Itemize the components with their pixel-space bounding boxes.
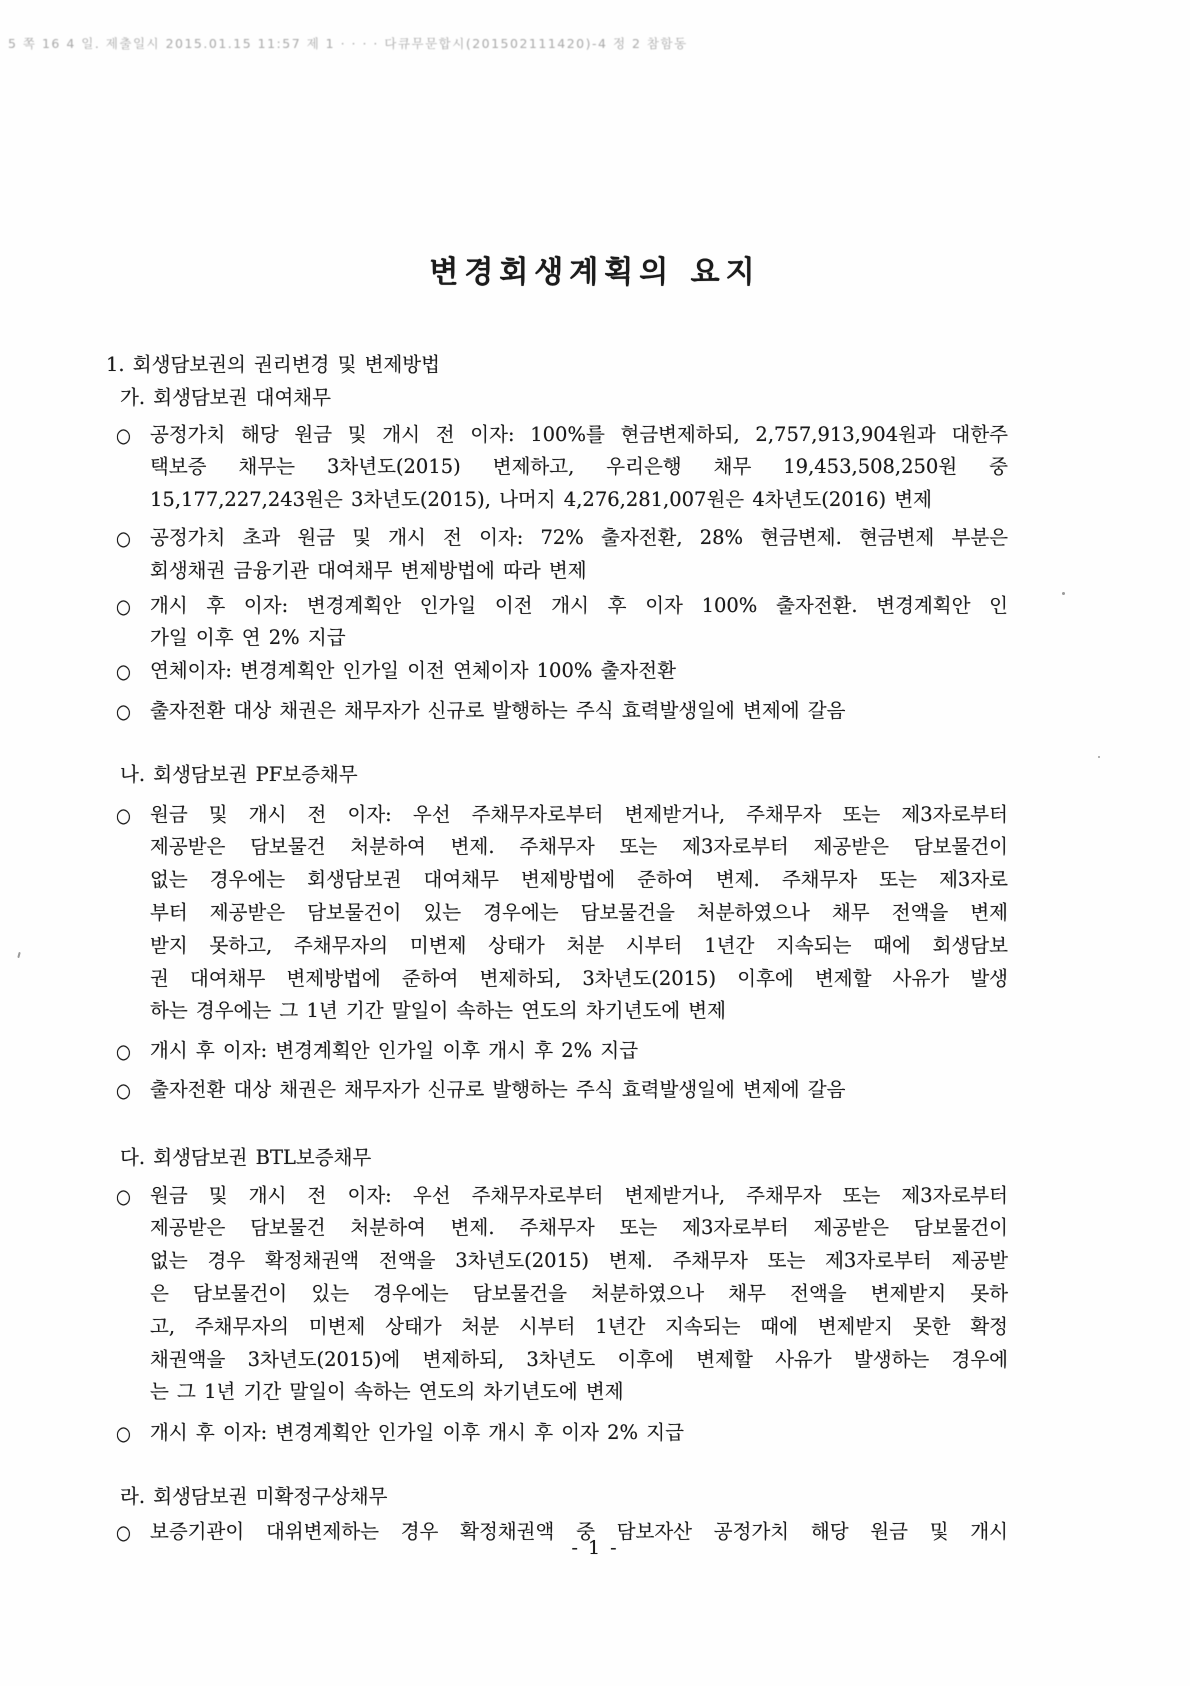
- bullet-item: [116, 1035, 1008, 1069]
- text-line: 개시 후 이자: 변경계획안 인가일 이전 개시 후 이자 100% 출자전환. 변경계획안 인: [150, 593, 1008, 617]
- text-line: 개시 후 이자: 변경계획안 인가일 이후 개시 후 2% 지급: [150, 1039, 639, 1063]
- scan-speck: [17, 952, 20, 958]
- bullet-text: [150, 799, 1008, 1029]
- text-line: 없는 경우 확정채권액 전액을 3차년도(2015) 변제. 주채무자 또는 제3자로부터 제공받: [150, 1249, 1008, 1273]
- bullet-text: [150, 655, 1008, 688]
- bullet-text: [150, 419, 1008, 517]
- bullet-item: [116, 522, 1008, 588]
- text-line: 원금 및 개시 전 이자: 우선 주채무자로부터 변제받거나, 주채무자 또는 제3자로부터: [150, 802, 1008, 826]
- circle-bullet-icon: ○: [116, 1422, 131, 1446]
- text-line: 제공받은 담보물건 처분하여 변제. 주채무자 또는 제3자로부터 제공받은 담보물건이: [150, 1216, 1008, 1240]
- subsection-ga-heading: 가. 회생담보권 대여채무: [120, 385, 331, 409]
- bullet-text: [150, 1074, 1008, 1107]
- text-line: 제공받은 담보물건 처분하여 변제. 주채무자 또는 제3자로부터 제공받은 담보물건이: [150, 835, 1008, 859]
- text-line: 출자전환 대상 채권은 채무자가 신규로 발행하는 주식 효력발생일에 변제에 갈음: [150, 1077, 846, 1101]
- document-body: [106, 349, 1008, 1550]
- circle-bullet-icon: ○: [116, 1079, 131, 1103]
- text-line: 회생채권 금융기관 대여채무 변제방법에 따라 변제: [150, 558, 587, 582]
- text-line: 은 담보물건이 있는 경우에는 담보물건을 처분하였으나 채무 전액을 변제받지 못하: [150, 1281, 1008, 1305]
- bullet-item: [116, 1180, 1008, 1410]
- subsection-da-heading: 다. 회생담보권 BTL보증채무: [120, 1145, 372, 1169]
- bullet-text: [150, 590, 1008, 656]
- bullet-item: [116, 1074, 1008, 1108]
- circle-bullet-icon: ○: [116, 804, 131, 828]
- circle-bullet-icon: ○: [116, 1521, 131, 1545]
- subsection-na-heading: 나. 회생담보권 PF보증채무: [120, 762, 358, 786]
- bullet-text: [150, 1035, 1008, 1068]
- text-line: 채권액을 3차년도(2015)에 변제하되, 3차년도 이후에 변제할 사유가 발생하는 경우에: [150, 1347, 1008, 1371]
- text-line: 공정가치 초과 원금 및 개시 전 이자: 72% 출자전환, 28% 현금변제. 현금변제 부분은: [150, 525, 1008, 549]
- bullet-item: [116, 1417, 1008, 1451]
- bullet-item: [116, 419, 1008, 517]
- text-line: 가일 이후 연 2% 지급: [150, 626, 346, 650]
- text-line: 받지 못하고, 주채무자의 미변제 상태가 처분 시부터 1년간 지속되는 때에 회생담보: [150, 933, 1008, 957]
- text-line: 연체이자: 변경계획안 인가일 이전 연체이자 100% 출자전환: [150, 659, 676, 683]
- bullet-text: [150, 1180, 1008, 1410]
- text-line: 원금 및 개시 전 이자: 우선 주채무자로부터 변제받거나, 주채무자 또는 제3자로부터: [150, 1183, 1008, 1207]
- fax-scan-header: 5 쪽 16 4 일. 제출일시 2015.01.15 11:57 제 1 · · · · 다큐무문합시(201502111420)-4 정 2 참함동: [8, 36, 688, 51]
- circle-bullet-icon: ○: [116, 1040, 131, 1064]
- circle-bullet-icon: ○: [116, 595, 131, 619]
- text-line: 출자전환 대상 채권은 채무자가 신규로 발행하는 주식 효력발생일에 변제에 갈음: [150, 698, 846, 722]
- subsection-ra-heading: 라. 회생담보권 미확정구상채무: [120, 1484, 388, 1508]
- circle-bullet-icon: ○: [116, 527, 131, 551]
- text-line: 15,177,227,243원은 3차년도(2015), 나머지 4,276,281,007원은 4차년도(2016) 변제: [150, 488, 932, 512]
- page-number: - 1 -: [571, 1537, 619, 1559]
- text-line: 개시 후 이자: 변경계획안 인가일 이후 개시 후 이자 2% 지급: [150, 1421, 684, 1445]
- bullet-text: [150, 695, 1008, 728]
- text-line: 고, 주채무자의 미변제 상태가 처분 시부터 1년간 지속되는 때에 변제받지 못한 확정: [150, 1314, 1008, 1338]
- text-line: 는 그 1년 기간 말일이 속하는 연도의 차기년도에 변제: [150, 1380, 624, 1404]
- circle-bullet-icon: ○: [116, 424, 131, 448]
- bullet-text: [150, 522, 1008, 588]
- text-line: 공정가치 해당 원금 및 개시 전 이자: 100%를 현금변제하되, 2,757,913,904원과 대한주: [150, 422, 1008, 446]
- bullet-item: [116, 695, 1008, 729]
- scan-speck: [1098, 756, 1100, 758]
- text-line: 권 대여채무 변제방법에 준하여 변제하되, 3차년도(2015) 이후에 변제할 사유가 발생: [150, 966, 1008, 990]
- bullet-text: [150, 1417, 1008, 1450]
- section-1-heading: 1. 회생담보권의 권리변경 및 변제방법: [106, 353, 440, 376]
- text-line: 하는 경우에는 그 1년 기간 말일이 속하는 연도의 차기년도에 변제: [150, 999, 726, 1023]
- circle-bullet-icon: ○: [116, 660, 131, 684]
- bullet-item: [116, 799, 1008, 1029]
- text-line: 택보증 채무는 3차년도(2015) 변제하고, 우리은행 채무 19,453,508,250원 중: [150, 455, 1008, 479]
- bullet-item: [116, 655, 1008, 689]
- scan-speck: [1062, 592, 1065, 595]
- document-title: 변경회생계획의 요지: [429, 255, 761, 290]
- text-line: 부터 제공받은 담보물건이 있는 경우에는 담보물건을 처분하였으나 채무 전액을 변제: [150, 900, 1008, 924]
- circle-bullet-icon: ○: [116, 1185, 131, 1209]
- text-line: 보증기관이 대위변제하는 경우 확정채권액 중 담보자산 공정가치 해당 원금 및 개시: [150, 1519, 1008, 1543]
- text-line: 없는 경우에는 회생담보권 대여채무 변제방법에 준하여 변제. 주채무자 또는 제3자로: [150, 868, 1008, 892]
- circle-bullet-icon: ○: [116, 700, 131, 724]
- bullet-item: [116, 590, 1008, 656]
